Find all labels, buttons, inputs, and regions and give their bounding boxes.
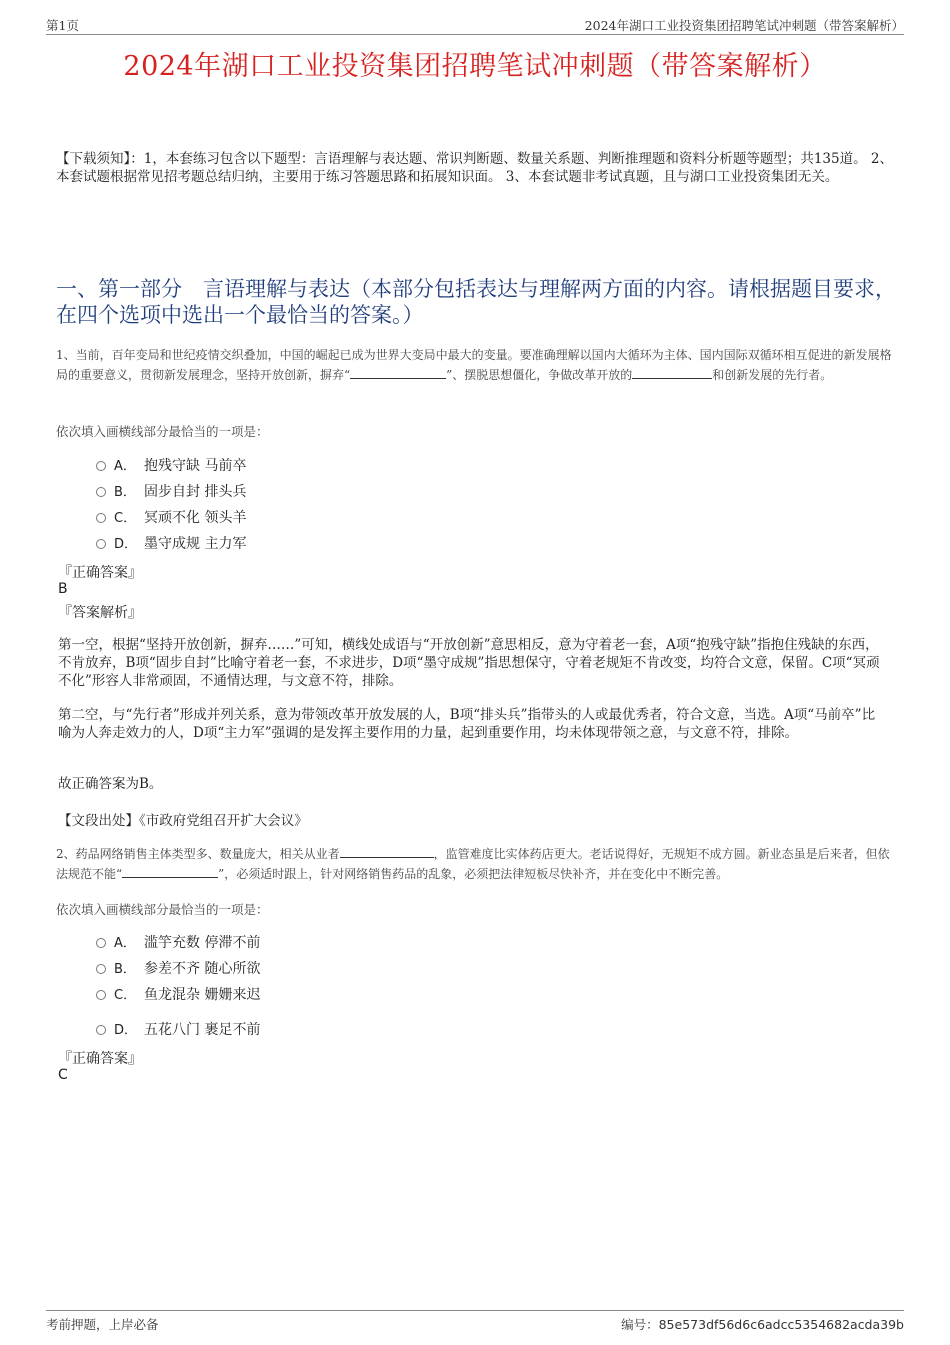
radio-icon[interactable]	[96, 539, 106, 549]
question-1-option-a[interactable]: A． 抱残守缺 马前卒	[96, 456, 246, 476]
section-heading: 一、第一部分 言语理解与表达（本部分包括表达与理解两方面的内容。请根据题目要求，在四个选项中选出一个最恰当的答案。）	[56, 277, 896, 327]
question-1-instruction: 依次填入画横线部分最恰当的一项是：	[56, 424, 269, 439]
footer-slogan: 考前押题，上岸必备	[46, 1317, 159, 1332]
analysis-conclusion: 故正确答案为B。	[58, 776, 163, 792]
question-1-option-c[interactable]: C． 冥顽不化 领头羊	[96, 508, 246, 528]
radio-icon[interactable]	[96, 938, 106, 948]
question-1-option-b[interactable]: B． 固步自封 排头兵	[96, 482, 246, 502]
question-2-option-c[interactable]: C． 鱼龙混杂 姗姗来迟	[96, 985, 260, 1005]
answer-label: 『正确答案』	[58, 565, 142, 581]
question-1-text-c: 和创新发展的先行者。	[712, 368, 833, 382]
download-notice: 【下载须知】：1，本套练习包含以下题型：言语理解与表达题、常识判断题、数量关系题、判断推理题和资料分析题等题型；共135道。 2、本套试题根据常见招考题总结归纳，主要用于练习答题思路和拓展知识面。 3、本套试题非考试真题，且与湖口工业投资集团无关。	[56, 151, 893, 185]
page-header	[46, 14, 904, 35]
question-2-text-a: 2、药品网络销售主体类型多、数量庞大，相关从业者	[56, 847, 340, 861]
question-2-instruction: 依次填入画横线部分最恰当的一项是：	[56, 902, 269, 917]
page-number: 第1页	[46, 18, 79, 33]
blank-line	[350, 366, 446, 379]
question-1-text-b: ”、摆脱思想僵化，争做改革开放的	[446, 368, 633, 382]
analysis-label: 『答案解析』	[58, 605, 142, 621]
question-2-option-b[interactable]: B． 参差不齐 随心所欲	[96, 959, 260, 979]
question-2-text-b: ，监管难度比实体药店更大。老话说得好，无规矩不成方圆。新业态虽是后来者，但依法规范不能“	[56, 847, 890, 881]
blank-line	[122, 865, 218, 878]
header-doc-title: 2024年湖口工业投资集团招聘笔试冲刺题（带答案解析）	[584, 18, 904, 33]
question-2-stem	[56, 844, 901, 884]
question-2-option-a[interactable]: A． 滥竽充数 停滞不前	[96, 933, 260, 953]
answer-label: 『正确答案』	[58, 1051, 142, 1067]
page-title: 2024年湖口工业投资集团招聘笔试冲刺题（带答案解析）	[123, 51, 827, 82]
question-1-text-a: 1、当前，百年变局和世纪疫情交织叠加，中国的崛起已成为世界大变局中最大的变量。要准确理解以国内大循环为主体、国内国际双循环相互促进的新发展格局的重要意义，贯彻新发展理念，坚持开放创新，摒弃“	[56, 348, 892, 382]
radio-icon[interactable]	[96, 461, 106, 471]
radio-icon[interactable]	[96, 513, 106, 523]
blank-line	[340, 845, 434, 858]
analysis-paragraph-2: 第二空，与“先行者”形成并列关系，意为带领改革开放发展的人，B项“排头兵”指带头的人或最优秀者，符合文意，当选。A项“马前卒”比喻为人奔走效力的人，D项“主力军”强调的是发挥主要作用的力量，起到重要作用，均未体现带领之意，与文意不符，排除。	[58, 707, 876, 741]
question-1-option-d[interactable]: D． 墨守成规 主力军	[96, 534, 246, 554]
radio-icon[interactable]	[96, 487, 106, 497]
question-1-stem	[56, 345, 901, 385]
question-2-option-d[interactable]: D． 五花八门 裹足不前	[96, 1020, 260, 1040]
blank-line	[632, 366, 712, 379]
correct-answer: C	[58, 1067, 68, 1083]
analysis-paragraph-1: 第一空，根据“坚持开放创新，摒弃……”可知，横线处成语与“开放创新”意思相反，意为守着老一套，A项“抱残守缺”指抱住残缺的东西，不肯放弃，B项“固步自封”比喻守着老一套，不求进步，D项“墨守成规”指思想保守，守着老规矩不肯改变，均符合文意，保留。C项“冥顽不化”形容人非常顽固，不通情达理，与文意不符，排除。	[58, 637, 880, 689]
radio-icon[interactable]	[96, 964, 106, 974]
question-2-text-c: ”，必须适时跟上，针对网络销售药品的乱象，必须把法律短板尽快补齐，并在变化中不断完善。	[218, 867, 729, 881]
correct-answer: B	[58, 581, 68, 597]
page-footer	[46, 1310, 904, 1331]
radio-icon[interactable]	[96, 1025, 106, 1035]
footer-code: 编号：85e573df56d6c6adcc5354682acda39b	[621, 1317, 904, 1332]
passage-source: 【文段出处】《市政府党组召开扩大会议》	[58, 813, 308, 829]
radio-icon[interactable]	[96, 990, 106, 1000]
